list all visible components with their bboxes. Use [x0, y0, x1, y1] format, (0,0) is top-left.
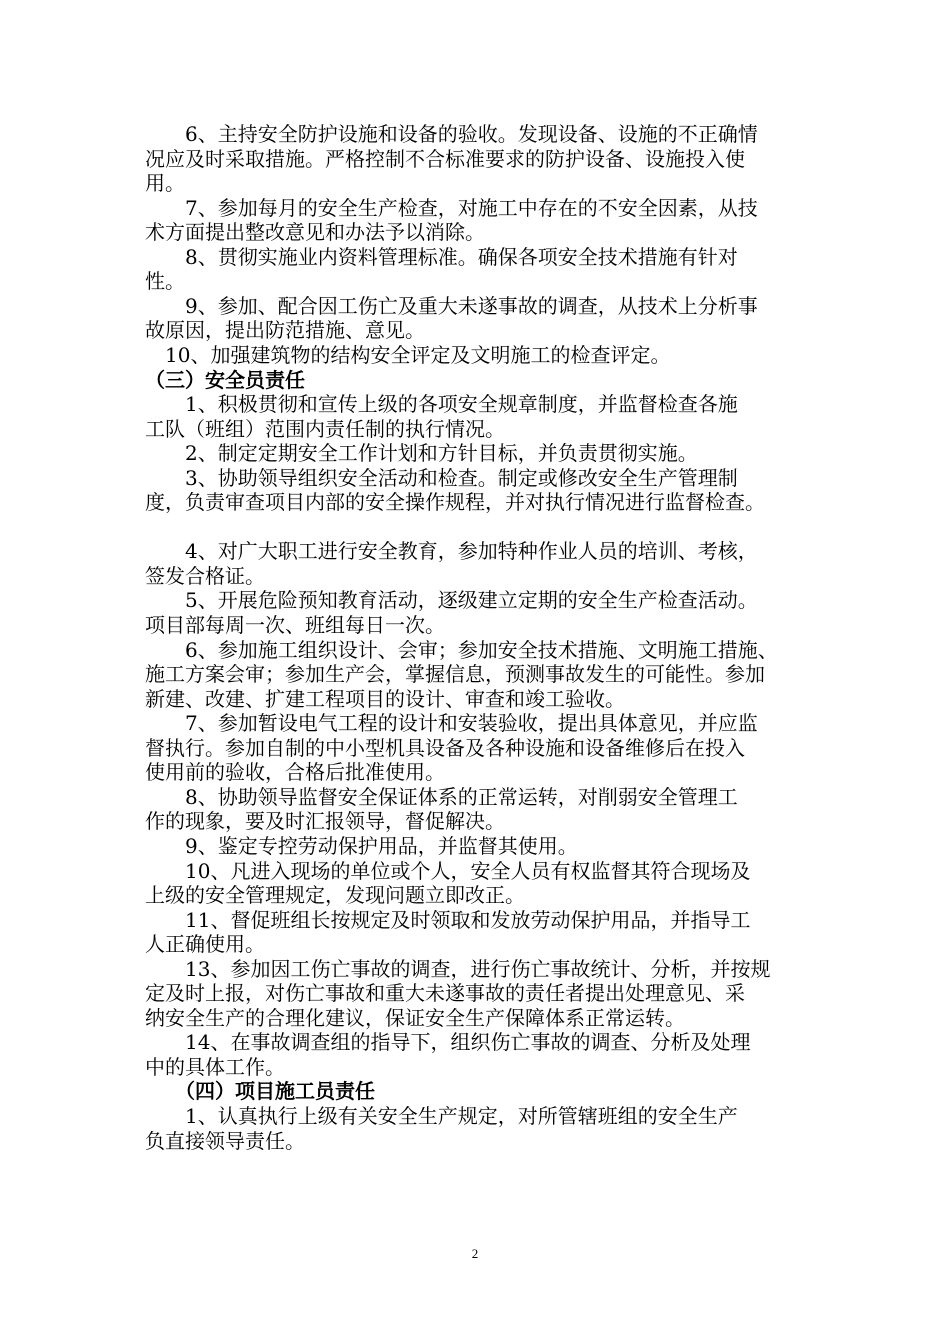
paragraph-line: 9、鉴定专控劳动保护用品，并监督其使用。	[145, 833, 578, 858]
paragraph-line: 4、对广大职工进行安全教育，参加特种作业人员的培训、考核，	[145, 539, 758, 564]
paragraph-line: 故原因，提出防范措施、意见。	[145, 318, 425, 343]
paragraph-line: 施工方案会审；参加生产会，掌握信息，预测事故发生的可能性。参加	[145, 662, 765, 687]
paragraph-line: 人正确使用。	[145, 932, 265, 957]
paragraph-line: 使用前的验收，合格后批准使用。	[145, 760, 445, 785]
paragraph-line: 术方面提出整改意见和办法予以消除。	[145, 220, 485, 245]
paragraph-line: 6、主持安全防护设施和设备的验收。发现设备、设施的不正确情	[145, 122, 758, 146]
paragraph-line: 中的具体工作。	[145, 1054, 285, 1079]
paragraph-line: 13、参加因工伤亡事故的调查，进行伤亡事故统计、分析，并按规	[145, 956, 771, 981]
paragraph-line: 7、参加暂设电气工程的设计和安装验收，提出具体意见，并应监	[145, 711, 758, 736]
paragraph-line: 签发合格证。	[145, 563, 265, 588]
paragraph-line: 项目部每周一次、班组每日一次。	[145, 613, 445, 637]
section-heading: （三）安全员责任	[145, 367, 305, 392]
paragraph-line: 新建、改建、扩建工程项目的设计、审查和竣工验收。	[145, 686, 625, 711]
paragraph-line: 10、凡进入现场的单位或个人，安全人员有权监督其符合现场及	[145, 858, 751, 883]
paragraph-line: 性。	[145, 269, 185, 294]
paragraph-line: 5、开展危险预知教育活动，逐级建立定期的安全生产检查活动。	[145, 588, 758, 613]
paragraph-line: 定及时上报，对伤亡事故和重大未遂事故的责任者提出处理意见、采	[145, 981, 745, 1006]
paragraph-line: 7、参加每月的安全生产检查，对施工中存在的不安全因素，从技	[145, 195, 758, 220]
paragraph-line: 2、制定定期安全工作计划和方针目标，并负责贯彻实施。	[145, 441, 698, 466]
paragraph-line: 8、协助领导监督安全保证体系的正常运转，对削弱安全管理工	[145, 784, 738, 809]
paragraph-line: 作的现象，要及时汇报领导，督促解决。	[145, 809, 505, 834]
paragraph-line: 督执行。参加自制的中小型机具设备及各种设施和设备维修后在投入	[145, 735, 745, 760]
section-heading: （四）项目施工员责任	[145, 1079, 375, 1104]
paragraph-line: 度，负责审查项目内部的安全操作规程，并对执行情况进行监督检查。	[145, 490, 765, 515]
paragraph-line: 1、认真执行上级有关安全生产规定，对所管辖班组的安全生产	[145, 1104, 738, 1128]
paragraph-line: 况应及时采取措施。严格控制不合标准要求的防护设备、设施投入使	[145, 146, 745, 171]
paragraph-line: 1、积极贯彻和宣传上级的各项安全规章制度，并监督检查各施	[145, 392, 738, 417]
paragraph-line: 10、加强建筑物的结构安全评定及文明施工的检查评定。	[145, 342, 671, 367]
paragraph-line: 负直接领导责任。	[145, 1128, 305, 1153]
paragraph-line: 14、在事故调查组的指导下，组织伤亡事故的调查、分析及处理	[145, 1030, 751, 1055]
paragraph-line: 8、贯彻实施业内资料管理标准。确保各项安全技术措施有针对	[145, 244, 738, 269]
paragraph-line: 6、参加施工组织设计、会审；参加安全技术措施、文明施工措施、	[145, 637, 778, 662]
paragraph-line: 纳安全生产的合理化建议，保证安全生产保障体系正常运转。	[145, 1005, 685, 1030]
paragraph-line: 9、参加、配合因工伤亡及重大未遂事故的调查，从技术上分析事	[145, 293, 758, 318]
page-number: 2	[471, 1246, 479, 1261]
paragraph-line: 工队（班组）范围内责任制的执行情况。	[145, 416, 505, 441]
paragraph-line: 11、督促班组长按规定及时领取和发放劳动保护用品，并指导工	[145, 907, 751, 932]
paragraph-line: 上级的安全管理规定，发现问题立即改正。	[145, 883, 525, 908]
paragraph-line: 3、协助领导组织安全活动和检查。制定或修改安全生产管理制	[145, 465, 738, 490]
paragraph-line: 用。	[145, 171, 185, 196]
